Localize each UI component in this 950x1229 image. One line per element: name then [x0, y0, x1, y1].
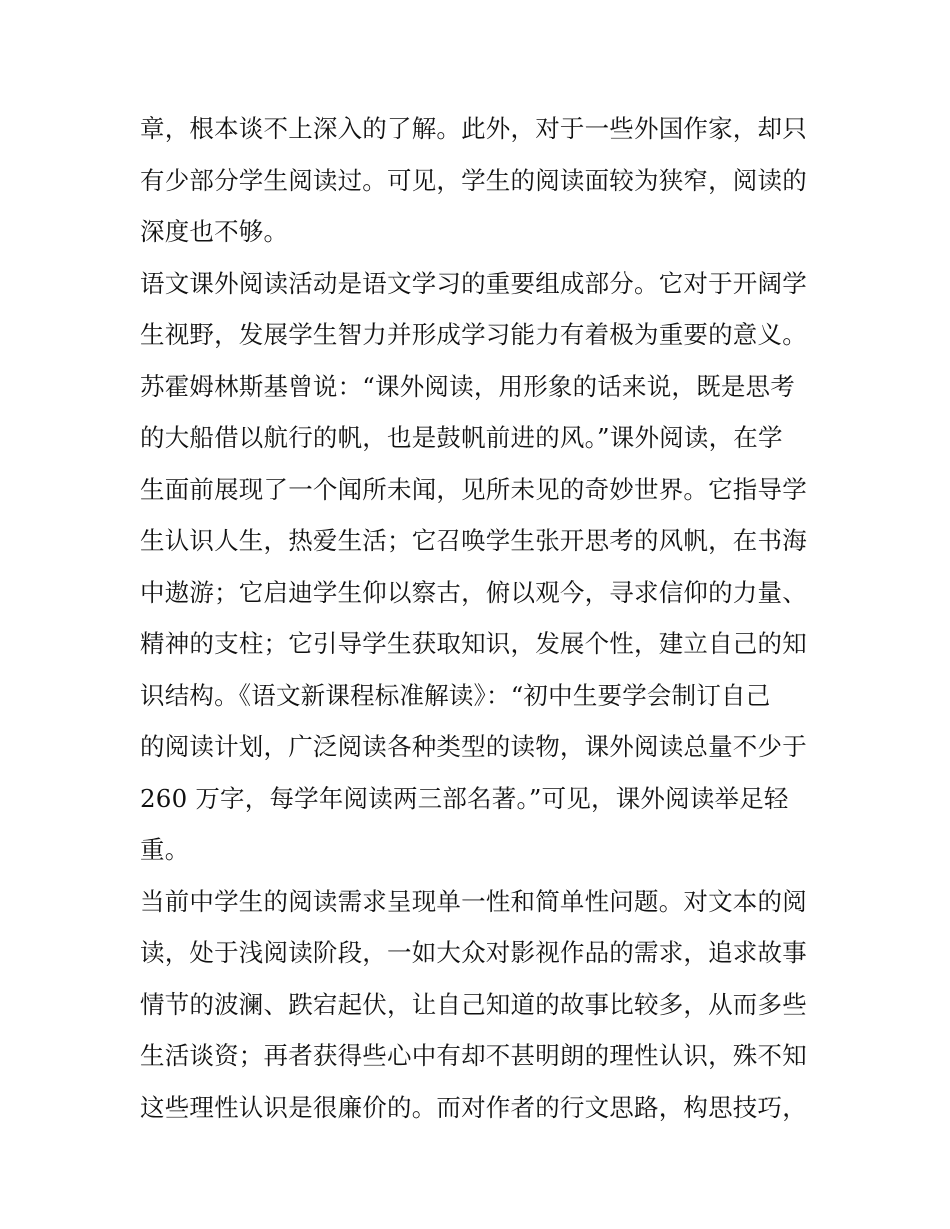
text-line: 这些理性认识是很廉价的。而对作者的行文思路，构思技巧，: [140, 1092, 807, 1122]
text-line: 260 万字，每学年阅读两三部名著。”可见，课外阅读举足轻: [140, 783, 789, 813]
text-line: 的阅读计划，广泛阅读各种类型的读物，课外阅读总量不少于: [140, 732, 807, 761]
text-line: 精神的支柱；它引导学生获取知识，发展个性，建立自己的知: [140, 629, 807, 658]
text-line: 中遨游；它启迪学生仰以察古，俯以观今，寻求信仰的力量、: [140, 577, 807, 607]
text-line: 语文课外阅读活动是语文学习的重要组成部分。它对于开阔学: [140, 268, 807, 298]
text-line: 情节的波澜、跌宕起伏，让自己知道的故事比较多，从而多些: [140, 989, 807, 1019]
document-page: [140, 103, 820, 1133]
text-line: 章，根本谈不上深入的了解。此外，对于一些外国作家，却只: [140, 114, 807, 143]
text-line: 的大船借以航行的帆，也是鼓帆前进的风。”课外阅读，在学: [140, 423, 783, 452]
text-line: 当前中学生的阅读需求呈现单一性和简单性问题。对文本的阅: [140, 886, 807, 916]
text-line: 生认识人生，热爱生活；它召唤学生张开思考的风帆，在书海: [140, 526, 807, 555]
text-line: 生视野，发展学生智力并形成学习能力有着极为重要的意义。: [140, 320, 807, 349]
text-line: 有少部分学生阅读过。可见，学生的阅读面较为狭窄，阅读的: [140, 165, 807, 195]
text-line: 生面前展现了一个闻所未闻，见所未见的奇妙世界。它指导学: [140, 474, 807, 504]
text-line: 苏霍姆林斯基曾说：“课外阅读，用形象的话来说，既是思考: [140, 371, 795, 401]
text-line: 读，处于浅阅读阶段，一如大众对影视作品的需求，追求故事: [140, 938, 807, 967]
text-line: 深度也不够。: [140, 217, 289, 246]
text-line: 识结构。《语文新课程标准解读》：“初中生要学会制订自己: [140, 680, 771, 710]
text-line: 生活谈资；再者获得些心中有却不甚明朗的理性认识，殊不知: [140, 1041, 807, 1070]
text-line: 重。: [140, 835, 190, 864]
